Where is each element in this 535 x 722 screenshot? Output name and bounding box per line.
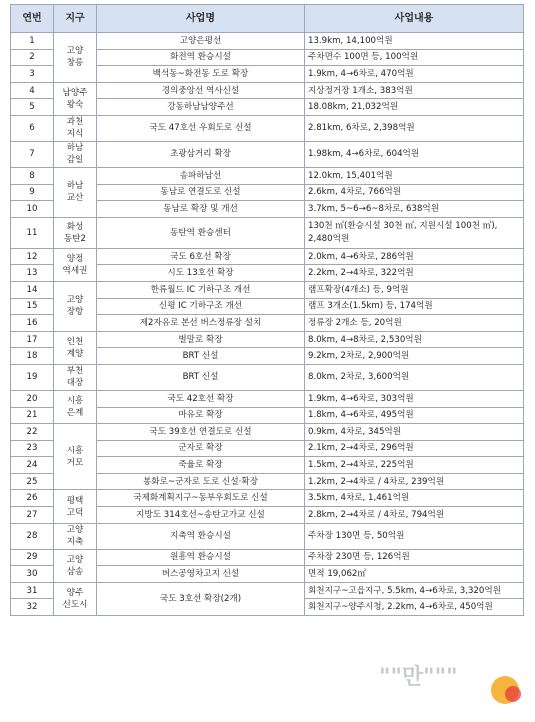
project-name: 백석동~화전동 도로 확장	[97, 66, 305, 83]
header-row	[11, 5, 524, 33]
district-cell	[54, 582, 97, 615]
project-name: 제2자유로 본선 버스정류장 설치	[97, 315, 305, 332]
project-description: 0.9km, 4차로, 345억원	[305, 424, 524, 441]
row-number: 18	[11, 348, 54, 365]
project-name: 초광삼거리 확장	[97, 141, 305, 167]
district-cell	[54, 490, 97, 523]
project-name: 경의중앙선 역사신설	[97, 82, 305, 99]
project-description: 2.1km, 2→4차로, 296억원	[305, 440, 524, 457]
project-description: 18.08km, 21,032억원	[305, 99, 524, 116]
project-name: 고양은평선	[97, 33, 305, 50]
table-row	[11, 424, 524, 441]
row-number: 9	[11, 184, 54, 201]
project-name: 동남로 연결도로 신설	[97, 184, 305, 201]
row-number: 12	[11, 248, 54, 265]
district-line: 고양	[66, 46, 84, 57]
project-name: BRT 신설	[97, 348, 305, 365]
watermark	[373, 658, 523, 708]
project-name: 버스공영차고지 신설	[97, 566, 305, 583]
district-line: 감일	[66, 155, 84, 166]
watermark-sun-icon	[491, 676, 519, 704]
project-name: 원흥역 환승시설	[97, 549, 305, 566]
row-number: 26	[11, 490, 54, 507]
table-row	[11, 523, 524, 549]
district-cell	[54, 217, 97, 248]
project-description: 회천지구~양주시청, 2.2km, 4→6차로, 450억원	[305, 599, 524, 616]
table-row	[11, 490, 524, 507]
district-cell	[54, 390, 97, 423]
project-name: 국도 39호선 연결도로 신설	[97, 424, 305, 441]
district-line: 왕숙	[66, 99, 84, 110]
district-cell	[54, 364, 97, 390]
row-number: 30	[11, 566, 54, 583]
project-name: 신평 IC 기하구조 개선	[97, 298, 305, 315]
district-line: 교산	[66, 193, 84, 204]
district-line: 하남	[66, 143, 84, 154]
row-number: 29	[11, 549, 54, 566]
district-line: 삼송	[66, 566, 84, 577]
district-cell	[54, 331, 97, 364]
table-row	[11, 82, 524, 99]
project-description: 13.9km, 14,100억원	[305, 33, 524, 50]
table-row	[11, 331, 524, 348]
project-description: 램프확장(4개소) 등, 9억원	[305, 281, 524, 298]
project-description: 주차장 130면 등, 50억원	[305, 523, 524, 549]
project-description: 8.0km, 2차로, 3,600억원	[305, 364, 524, 390]
district-line: 지식	[66, 129, 84, 140]
project-description: 2.8km, 2→4차로 / 4차로, 794억원	[305, 507, 524, 524]
row-number: 17	[11, 331, 54, 348]
header-description: 사업내용	[305, 5, 524, 33]
row-number: 4	[11, 82, 54, 99]
district-line: 은계	[66, 408, 84, 418]
row-number: 10	[11, 201, 54, 218]
project-table	[10, 4, 524, 616]
project-name: 지방도 314호선~송탄고가교 신설	[97, 507, 305, 524]
table-row	[11, 364, 524, 390]
row-number: 22	[11, 424, 54, 441]
row-number: 6	[11, 115, 54, 141]
project-name: 국도 6호선 확장	[97, 248, 305, 265]
district-cell	[54, 281, 97, 331]
project-description: 130천 ㎡(환승시설 30천 ㎡, 지원시설 100천 ㎡), 2,480억원	[305, 217, 524, 248]
district-line: 화성	[66, 221, 84, 232]
row-number: 15	[11, 298, 54, 315]
district-line: 거모	[66, 457, 84, 468]
project-name: 봉화로~군자로 도로 신설·확장	[97, 473, 305, 490]
row-number: 23	[11, 440, 54, 457]
project-name: 군자로 확장	[97, 440, 305, 457]
project-description: 램프 3개소(1.5km) 등, 174억원	[305, 298, 524, 315]
row-number: 24	[11, 457, 54, 474]
district-line: 대장	[66, 378, 84, 389]
row-number: 31	[11, 582, 54, 599]
district-line: 양정	[66, 253, 84, 264]
project-name: 동탄역 환승센터	[97, 217, 305, 248]
project-description: 2.0km, 4→6차로, 286억원	[305, 248, 524, 265]
row-number: 27	[11, 507, 54, 524]
project-description: 9.2km, 2차로, 2,900억원	[305, 348, 524, 365]
row-number: 13	[11, 265, 54, 282]
district-line: 창릉	[66, 58, 84, 69]
project-description: 3.7km, 5~6→6~8차로, 638억원	[305, 201, 524, 218]
district-line: 남양주	[62, 87, 88, 98]
header-district: 지구	[54, 5, 97, 33]
row-number: 14	[11, 281, 54, 298]
project-description: 2.81km, 6차로, 2,398억원	[305, 115, 524, 141]
district-cell	[54, 141, 97, 167]
row-number: 2	[11, 49, 54, 66]
district-cell	[54, 523, 97, 549]
district-line: 계양	[66, 348, 84, 359]
table-body	[11, 33, 524, 616]
district-line: 장항	[66, 307, 84, 318]
project-description: 지상정거장 1개소, 383억원	[305, 82, 524, 99]
row-number: 25	[11, 473, 54, 490]
project-description: 8.0km, 4→8차로, 2,530억원	[305, 331, 524, 348]
district-line: 과천	[66, 117, 84, 128]
project-name: 화전역 환승시설	[97, 49, 305, 66]
district-line: 지축	[66, 537, 84, 548]
district-cell	[54, 115, 97, 141]
row-number: 1	[11, 33, 54, 50]
project-description: 1.98km, 4→6차로, 604억원	[305, 141, 524, 167]
project-description: 2.6km, 4차로, 766억원	[305, 184, 524, 201]
district-line: 평택	[66, 495, 84, 506]
district-line: 인천	[66, 336, 84, 347]
district-cell	[54, 167, 97, 217]
district-line: 고양	[66, 295, 84, 306]
row-number: 3	[11, 66, 54, 83]
project-name: 동남로 확장 및 개선	[97, 201, 305, 218]
row-number: 21	[11, 407, 54, 424]
row-number: 16	[11, 315, 54, 332]
row-number: 28	[11, 523, 54, 549]
project-description: 주차면수 100면 등, 100억원	[305, 49, 524, 66]
district-line: 동탄2	[63, 233, 87, 244]
table-row	[11, 217, 524, 248]
table-row	[11, 549, 524, 566]
project-description: 3.5km, 4차로, 1,461억원	[305, 490, 524, 507]
project-name: BRT 신설	[97, 364, 305, 390]
project-name: 마유로 확장	[97, 407, 305, 424]
district-line: 시흥	[66, 445, 84, 456]
project-name: 국도 3호선 확장(2개)	[97, 582, 305, 615]
project-name: 한류월드 IC 기하구조 개선	[97, 281, 305, 298]
project-name: 지축역 환승시설	[97, 523, 305, 549]
project-description: 1.2km, 2→4차로 / 4차로, 239억원	[305, 473, 524, 490]
project-description: 면적 19,062㎡	[305, 566, 524, 583]
district-line: 고양	[66, 554, 84, 565]
table-row	[11, 582, 524, 599]
district-cell	[54, 549, 97, 582]
district-line: 고양	[66, 525, 84, 536]
row-number: 7	[11, 141, 54, 167]
district-cell	[54, 248, 97, 281]
row-number: 20	[11, 390, 54, 407]
project-description: 1.8km, 4→6차로, 495억원	[305, 407, 524, 424]
district-cell	[54, 424, 97, 490]
district-line: 부천	[66, 366, 84, 377]
district-line: 역세권	[62, 265, 88, 276]
project-name: 죽율로 확장	[97, 457, 305, 474]
row-number: 11	[11, 217, 54, 248]
project-description: 주차장 230면 등, 126억원	[305, 549, 524, 566]
row-number: 8	[11, 167, 54, 184]
project-name: 송파하남선	[97, 167, 305, 184]
district-line: 하남	[66, 181, 84, 192]
watermark-text: ""만"""	[379, 665, 458, 690]
table-row	[11, 33, 524, 50]
project-description: 회천지구~고읍지구, 5.5km, 4→6차로, 3,320억원	[305, 582, 524, 599]
project-name: 국도 47호선 우회도로 신설	[97, 115, 305, 141]
table-row	[11, 390, 524, 407]
district-line: 신도시	[62, 599, 88, 610]
district-line: 시흥	[66, 396, 84, 406]
project-name: 시도 13호선 확장	[97, 265, 305, 282]
project-name: 국도 42호선 확장	[97, 390, 305, 407]
project-description: 1.9km, 4→6차로, 303억원	[305, 390, 524, 407]
district-line: 고덕	[66, 507, 84, 518]
district-line: 양주	[66, 587, 84, 598]
row-number: 5	[11, 99, 54, 116]
district-cell	[54, 33, 97, 83]
project-name: 벌말로 확장	[97, 331, 305, 348]
table-row	[11, 248, 524, 265]
project-description: 12.0km, 15,401억원	[305, 167, 524, 184]
district-cell	[54, 82, 97, 115]
project-name: 강동하남남양주선	[97, 99, 305, 116]
table-row	[11, 115, 524, 141]
project-description: 1.9km, 4→6차로, 470억원	[305, 66, 524, 83]
table-row	[11, 167, 524, 184]
row-number: 32	[11, 599, 54, 616]
project-description: 2.2km, 2→4차로, 322억원	[305, 265, 524, 282]
project-description: 1.5km, 2→4차로, 225억원	[305, 457, 524, 474]
watermark-badge-icon	[505, 686, 521, 702]
table-row	[11, 141, 524, 167]
table-row	[11, 281, 524, 298]
project-name: 국제화계획지구~동부우회도로 신설	[97, 490, 305, 507]
row-number: 19	[11, 364, 54, 390]
project-description: 정류장 2개소 등, 20억원	[305, 315, 524, 332]
header-project: 사업명	[97, 5, 305, 33]
header-no: 연번	[11, 5, 54, 33]
